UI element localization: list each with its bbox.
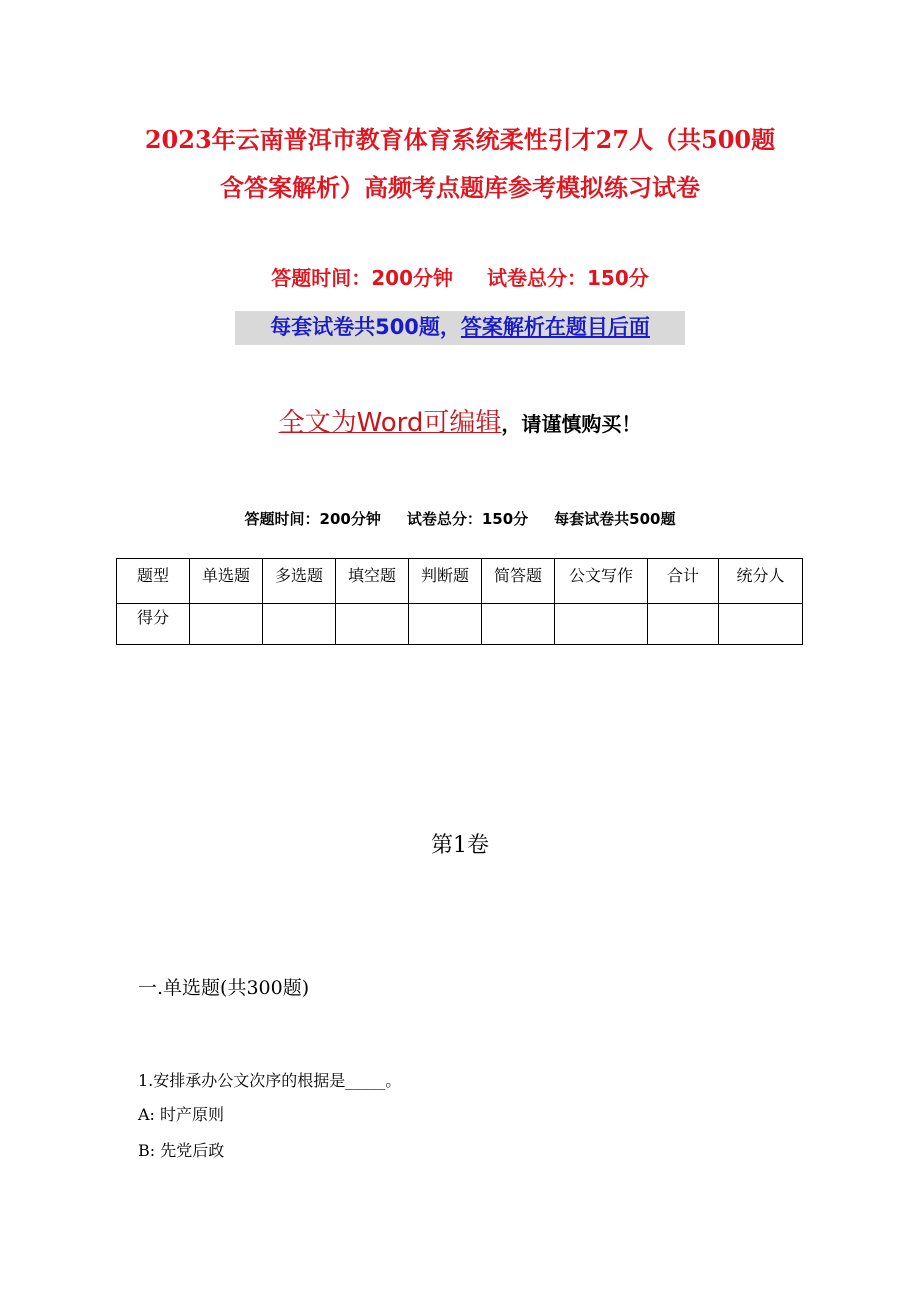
document-title-line2: 含答案解析）高频考点题库参考模拟练习试卷 <box>220 173 700 202</box>
summary-time: 答题时间：200分钟 <box>244 510 381 528</box>
answer-location-text: 答案解析在题目后面 <box>460 315 650 339</box>
score-table-header-row <box>117 559 803 604</box>
header-cell-true-false: 判断题 <box>409 559 482 604</box>
volume-heading: 第1卷 <box>431 833 489 858</box>
score-cell <box>482 604 555 645</box>
section-heading: 一.单选题(共300题) <box>138 977 310 999</box>
question-count-banner <box>235 311 685 345</box>
exam-summary-line <box>0 508 920 529</box>
question-1-text: 1.安排承办公文次序的根据是_____。 <box>138 1071 402 1090</box>
score-cell <box>719 604 803 645</box>
score-cell <box>648 604 719 645</box>
exam-info-line <box>0 262 920 291</box>
header-cell-total: 合计 <box>648 559 719 604</box>
header-cell-short-answer: 简答题 <box>482 559 555 604</box>
purchase-warning-text: ，请谨慎购买！ <box>501 412 642 436</box>
document-title-line1: 2023年云南普洱市教育体育系统柔性引才27人（共500题 <box>144 125 776 154</box>
header-cell-writing: 公文写作 <box>555 559 648 604</box>
summary-count: 每套试卷共500题 <box>554 510 676 528</box>
score-cell <box>409 604 482 645</box>
score-cell <box>336 604 409 645</box>
score-cell <box>555 604 648 645</box>
question-1-option-b: B: 先党后政 <box>138 1141 225 1160</box>
score-row-label: 得分 <box>117 604 190 645</box>
score-cell <box>263 604 336 645</box>
question-1-option-a: A: 时产原则 <box>138 1105 225 1124</box>
question-count-text: 每套试卷共500题， <box>270 315 461 339</box>
exam-time-label: 答题时间：200分钟 <box>271 266 453 290</box>
header-cell-fill-blank: 填空题 <box>336 559 409 604</box>
score-table-score-row <box>117 604 803 645</box>
header-cell-scorer: 统分人 <box>719 559 803 604</box>
score-table <box>116 558 803 645</box>
exam-score-label: 试卷总分：150分 <box>487 266 649 290</box>
word-editable-text: 全文为Word可编辑 <box>278 408 502 438</box>
header-cell-type: 题型 <box>117 559 190 604</box>
score-cell <box>190 604 263 645</box>
editable-notice <box>0 402 920 439</box>
header-cell-single-choice: 单选题 <box>190 559 263 604</box>
summary-score: 试卷总分：150分 <box>406 510 529 528</box>
header-cell-multiple-choice: 多选题 <box>263 559 336 604</box>
